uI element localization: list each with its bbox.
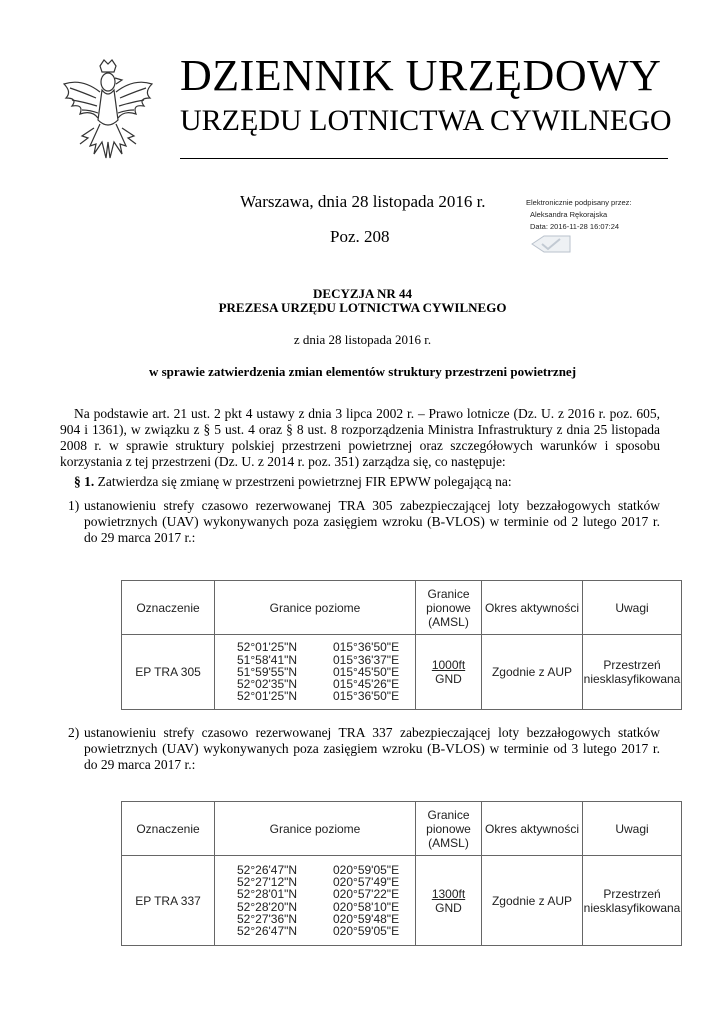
journal-title: DZIENNIK URZĘDOWY [180,51,662,100]
cell-vertical-limits [416,635,482,710]
tra-337-table [121,801,682,946]
coordinate-row: 52°02'35"N 015°45'26"E [237,677,400,692]
coordinate-row: 52°26'47"N 020°59'05"E [237,862,400,877]
coordinate-row: 52°28'01"N 020°57'22"E [237,887,400,902]
decision-subject: w sprawie zatwierdzenia zmian elementów struktury przestrzeni powietrznej [148,364,577,379]
coordinate-row: 52°27'12"N 020°57'49"E [237,874,400,889]
coordinate-row: 52°28'20"N 020°58'10"E [237,899,400,914]
signature-date: Data: 2016-11-28 16:07:24 [530,222,620,231]
lower-limit: GND [435,672,462,686]
cell-designation: EP TRA 305 [122,635,215,710]
list-item-number: 1) [68,498,80,513]
coordinate-row: 51°58'41"N 015°36'37"E [237,652,400,667]
decision-number: DECYZJA NR 44 [313,286,412,301]
cell-vertical-limits [416,856,482,946]
polish-eagle-emblem-icon [60,58,156,168]
header-horizontal: Granice poziome [215,581,416,635]
cell-activity: Zgodnie z AUP [482,635,583,710]
signature-label: Elektronicznie podpisany przez: [526,198,632,207]
paragraph-1-label: § 1. [74,474,95,489]
list-item-text: ustanowieniu strefy czasowo rezerwowanej TRA 337 zabezpieczającej loty bezzałogowych statków powietrznych (UAV) wykonywanych poza zasięgiem wzroku (B-VLOS) w terminie od 3 lutego 2017 r. do 29 marca 2017 r.: [84,725,660,772]
header-activity: Okres aktywności [482,802,583,856]
place-date: Warszawa, dnia 28 listopada 2016 r. [240,192,486,211]
signature-signer: Aleksandra Rękorajska [530,210,608,219]
header-vertical: Granice pionowe (AMSL) [416,581,482,635]
lower-limit: GND [435,900,462,915]
decision-issuer: PREZESA URZĘDU LOTNICTWA CYWILNEGO [218,300,507,315]
electronic-signature [526,197,631,233]
decision-date: z dnia 28 listopada 2016 r. [293,332,432,347]
legal-basis-paragraph: Na podstawie art. 21 ust. 2 pkt 4 ustawy z dnia 3 lipca 2002 r. – Prawo lotnicze (Dz. U. z 2016 r. poz. 605, 904 i 1361), w związku z § 5 ust. 4 oraz § 8 ust. 8 rozporządzenia Ministra Infrastruktury z dnia 25 listopada 2008 r. w sprawie struktury polskiej przestrzeni powietrznej oraz szczegółowych warunków i sposobu korzystania z tej przestrzeni (Dz. U. z 2014 r. poz. 351) zarządza się, co następuje: [60,406,660,469]
cell-coordinates [215,635,416,710]
paragraph-1-text: Zatwierdza się zmianę w przestrzeni powietrznej FIR EPWW polegającą na: [94,474,512,489]
cell-remarks: Przestrzeń niesklasyfikowana [583,856,682,946]
list-item-number: 2) [68,725,80,740]
list-item-text: ustanowieniu strefy czasowo rezerwowanej TRA 305 zabezpieczającej loty bezzałogowych statków powietrznych (UAV) wykonywanych poza zasięgiem wzroku (B-VLOS) w terminie od 2 lutego 2017 r. do 29 marca 2017 r.: [84,498,660,545]
header-vertical: Granice pionowe (AMSL) [416,802,482,856]
header-designation: Oznaczenie [122,802,215,856]
cell-designation: EP TRA 337 [122,856,215,946]
header-horizontal: Granice poziome [215,802,416,856]
coordinate-row: 51°59'55"N 015°45'50"E [237,664,400,679]
header-designation: Oznaczenie [122,581,215,635]
header-remarks: Uwagi [583,802,682,856]
list-item [60,725,660,775]
cell-remarks: Przestrzeń niesklasyfikowana [583,635,682,710]
tra-305-table [121,580,682,710]
list-item [60,498,660,548]
header-remarks: Uwagi [583,581,682,635]
upper-limit: 1000ft [431,658,466,672]
coordinate-row: 52°26'47"N 020°59'05"E [237,924,400,939]
cell-coordinates [215,856,416,946]
signature-check-icon [528,232,574,256]
coordinate-row: 52°01'25"N 015°36'50"E [237,640,400,655]
coordinate-row: 52°01'25"N 015°36'50"E [237,689,400,704]
header-activity: Okres aktywności [482,581,583,635]
journal-subtitle: URZĘDU LOTNICTWA CYWILNEGO [180,104,672,137]
position-number: Poz. 208 [330,227,390,246]
paragraph-1 [74,474,512,490]
upper-limit: 1300ft [431,886,466,901]
cell-activity: Zgodnie z AUP [482,856,583,946]
header-divider [180,158,668,159]
coordinate-row: 52°27'36"N 020°59'48"E [237,911,400,926]
